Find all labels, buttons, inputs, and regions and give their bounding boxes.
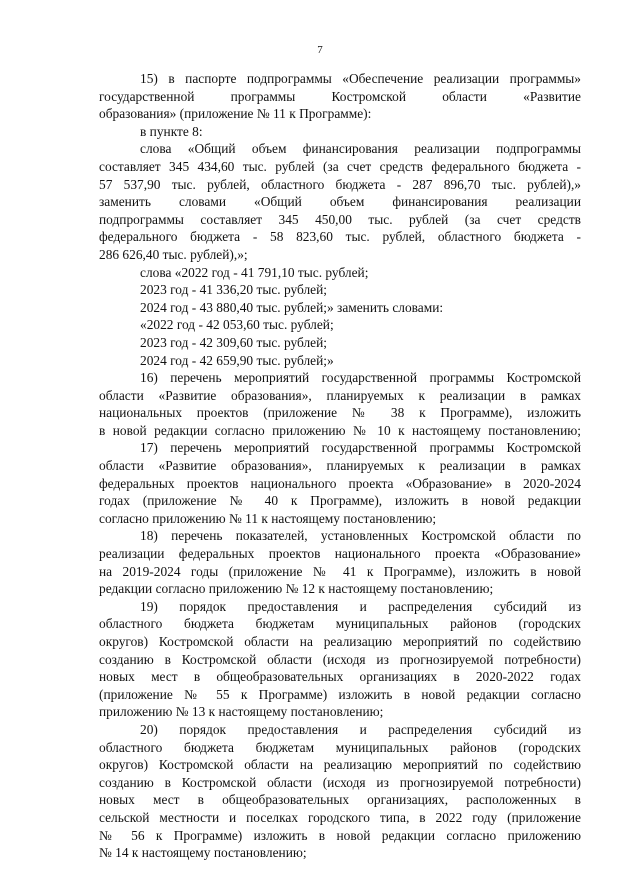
text-line: образования» (приложение № 11 к Программе): [99,106,372,122]
text-line: (приложение № 55 к Программе) изложить в новой редакции согласно [99,686,581,702]
text-line: созданию в Костромской области (исходя из прогнозируемой потребности) [99,651,581,667]
text-line: подпрограммы составляет 345 450,00 тыс. рублей (за счет средств [99,211,581,227]
text-line: федеральных проектов национального проекта «Образование» в 2020-2024 [99,475,581,491]
text-line: федерального бюджета - 58 823,60 тыс. рублей, областного бюджета - [99,229,581,245]
text-line: годах (приложение № 40 к Программе), изложить в новой редакции [99,493,581,509]
text-line: созданию в Костромской области (исходя из прогнозируемой потребности) [99,774,581,790]
text-line: 57 537,90 тыс. рублей, областного бюджета - 287 896,70 тыс. рублей),» [99,176,581,192]
text-line: округов) Костромской области на реализацию мероприятий по содействию [99,757,581,773]
text-line: государственной программы Костромской области «Развитие [99,88,581,104]
text-line: 15) в паспорте подпрограммы «Обеспечение реализации программы» [140,71,581,86]
text-line: областного бюджета бюджетам муниципальных районов (городских [99,739,581,755]
text-line: 17) перечень мероприятий государственной программы Костромской [140,440,581,456]
text-line: 20) порядок предоставления и распределения субсидий из [140,721,581,737]
text-line: 2024 год - 42 659,90 тыс. рублей;» [140,352,334,368]
text-line: 2023 год - 41 336,20 тыс. рублей; [140,282,327,298]
page-number: 7 [317,44,323,56]
text-line: 19) порядок предоставления и распределения субсидий из [140,598,581,614]
text-line: заменить словами «Общий объем финансирования реализации [99,194,581,210]
text-line: на 2019-2024 годы (приложение № 41 к Программе), изложить в новой [99,563,581,579]
text-line: 18) перечень показателей, установленных Костромской области по [140,528,581,544]
text-line: слова «2022 год - 41 791,10 тыс. рублей; [140,264,369,280]
text-line: реализации федеральных проектов национального проекта «Образование» [99,546,581,562]
text-line: новых мест в общеобразовательных организациях в 2020-2022 годах [99,669,581,685]
text-line: области «Развитие образования», планируемых к реализации в рамках [99,387,581,403]
text-line: согласно приложению № 11 к настоящему постановлению; [99,510,437,526]
text-line: 2023 год - 42 309,60 тыс. рублей; [140,334,327,350]
text-line: 2024 год - 43 880,40 тыс. рублей;» заменить словами: [140,299,444,315]
text-line: № 14 к настоящему постановлению; [99,845,307,861]
text-line: 286 626,40 тыс. рублей),»; [99,246,248,262]
text-line: редакции согласно приложению № 12 к настоящему постановлению; [99,581,494,597]
text-line: 16) перечень мероприятий государственной программы Костромской [140,370,581,386]
text-line: слова «Общий объем финансирования реализации подпрограммы [140,141,581,157]
text-line: в пункте 8: [140,123,203,139]
text-line: области «Развитие образования», планируемых к реализации в рамках [99,458,581,474]
text-line: приложению № 13 к настоящему постановлению; [99,704,384,720]
text-line: сельской местности и поселках городского типа, в 2022 году (приложение [99,809,581,825]
text-line: составляет 345 434,60 тыс. рублей (за счет средств федерального бюджета - [99,158,581,174]
text-line: в новой редакции согласно приложению № 10 к настоящему постановлению; [99,422,581,438]
text-line: новых мест в общеобразовательных организациях, расположенных в [99,792,581,808]
document-body [99,70,581,862]
text-line: «2022 год - 42 053,60 тыс. рублей; [140,317,334,333]
text-line: национальных проектов (приложение № 38 к Программе), изложить [99,405,581,421]
text-line: областного бюджета бюджетам муниципальных районов (городских [99,616,581,632]
text-line: № 56 к Программе) изложить в новой редакции согласно приложению [99,827,581,843]
text-line: округов) Костромской области на реализацию мероприятий по содействию [99,634,581,649]
